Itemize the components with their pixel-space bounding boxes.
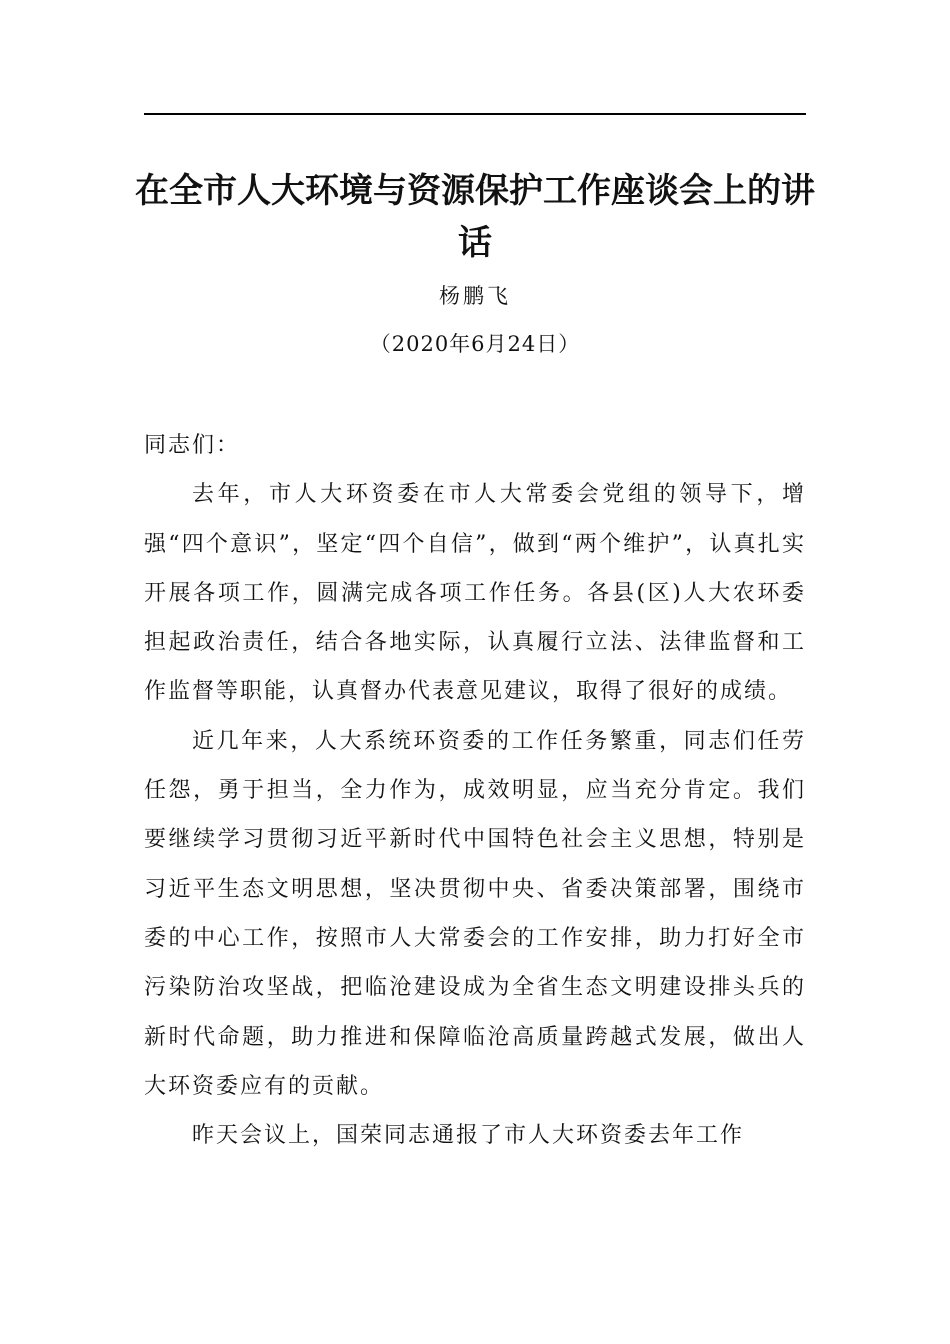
paragraph-2: 近几年来，人大系统环资委的工作任务繁重，同志们任劳任怨，勇于担当，全力作为，成效明显，应当充分肯定。我们要继续学习贯彻习近平新时代中国特色社会主义思想，特别是习近平生态文明思想，坚决贯彻中央、省委决策部署，围绕市委的中心工作，按照市人大常委会的工作安排，助力打好全市污染防治攻坚战，把临沧建设成为全省生态文明建设排头兵的新时代命题，助力推进和保障临沧高质量跨越式发展，做出人大环资委应有的贡献。 <box>144 728 806 1099</box>
author-name: 杨鹏飞 <box>439 284 511 308</box>
paragraph-1: 去年，市人大环资委在市人大常委会党组的领导下，增强“四个意识”，坚定“四个自信”，做到“两个维护”，认真扎实开展各项工作，圆满完成各项工作任务。各县(区)人大农环委担起政治责任，结合各地实际，认真履行立法、法律监督和工作监督等职能，认真督办代表意见建议，取得了很好的成绩。 <box>144 482 806 705</box>
document-body <box>144 421 806 1160</box>
salutation: 同志们： <box>144 433 241 458</box>
document-title: 在全市人大环境与资源保护工作座谈会上的讲话 <box>135 171 815 263</box>
speech-date: （2020年6月24日） <box>369 332 581 356</box>
paragraph-3: 昨天会议上，国荣同志通报了市人大环资委去年工作 <box>192 1123 745 1149</box>
header-rule <box>144 113 806 115</box>
